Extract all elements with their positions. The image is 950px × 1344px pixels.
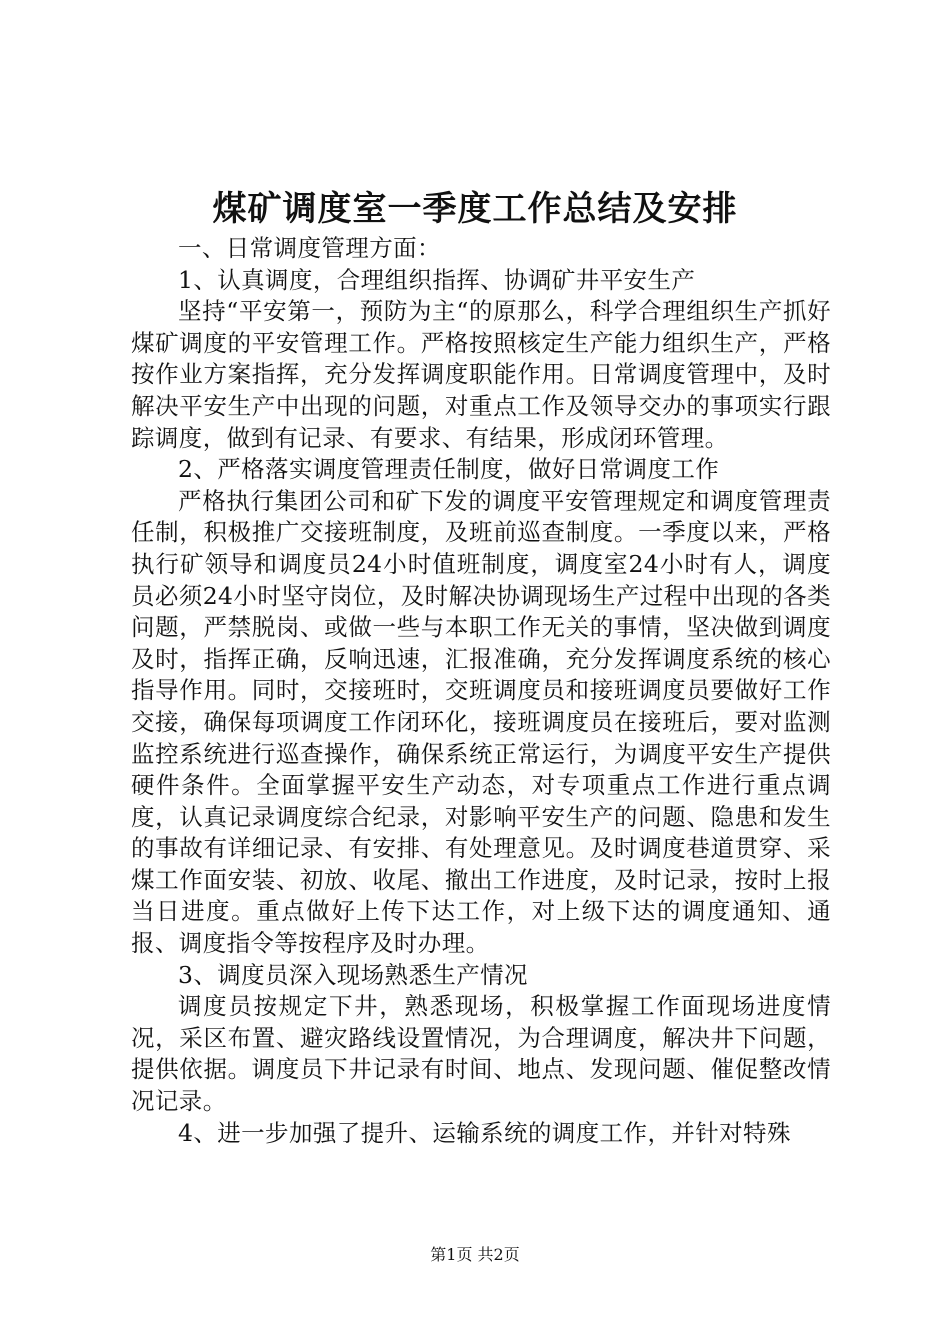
item-heading-3: 3、调度员深入现场熟悉生产情况 <box>178 960 528 989</box>
document-title: 煤矿调度室一季度工作总结及安排 <box>212 189 738 229</box>
section-heading-daily-dispatch: 一、日常调度管理方面： <box>178 234 441 262</box>
item-heading-2: 2、严格落实调度管理责任制度，做好日常调度工作 <box>178 455 720 484</box>
body-paragraph-2: 严格执行集团公司和矿下发的调度平安管理规定和调度管理责任制，积极推广交接班制度，及班前巡查制度。一季度以来，严格执行矿领导和调度员24小时值班制度，调度室24小时有人，调度员必须24小时坚守岗位，及时解决协调现场生产过程中出现的各类问题，严禁脱岗、或做一些与本职工作无关的事情，坚决做到调度及时，指挥正确，反响迅速，汇报准确，充分发挥调度系统的核心指导作用。同时，交接班时，交班调度员和接班调度员要做好工作交接，确保每项调度工作闭环化，接班调度员在接班后，要对监测监控系统进行巡查操作，确保系统正常运行，为调度平安生产提供硬件条件。全面掌握平安生产动态，对专项重点工作进行重点调度，认真记录调度综合纪录，对影响平安生产的问题、隐患和发生的事故有详细记录、有安排、有处理意见。及时调度巷道贯穿、采煤工作面安装、初放、收尾、撤出工作进度，及时记录，按时上报当日进度。重点做好上传下达工作，对上级下达的调度通知、通报、调度指令等按程序及时办理。 <box>131 486 831 958</box>
body-paragraph-3: 调度员按规定下井，熟悉现场，积极掌握工作面现场进度情况，采区布置、避灾路线设置情况，为合理调度，解决井下问题，提供依据。调度员下井记录有时间、地点、发现问题、催促整改情况记录。 <box>131 992 831 1116</box>
page-number-footer: 第1页 共2页 <box>430 1245 520 1264</box>
item-heading-1: 1、认真调度，合理组织指挥、协调矿井平安生产 <box>178 265 696 294</box>
item-heading-4: 4、进一步加强了提升、运输系统的调度工作，并针对特殊 <box>178 1118 791 1147</box>
document-body <box>131 233 831 1149</box>
body-paragraph-1: 坚持“平安第一，预防为主“的原那么，科学合理组织生产抓好煤矿调度的平安管理工作。严格按照核定生产能力组织生产，严格按作业方案指挥，充分发挥调度职能作用。日常调度管理中，及时解决平安生产中出现的问题，对重点工作及领导交办的事项实行跟踪调度，做到有记录、有要求、有结果，形成闭环管理。 <box>131 297 831 452</box>
